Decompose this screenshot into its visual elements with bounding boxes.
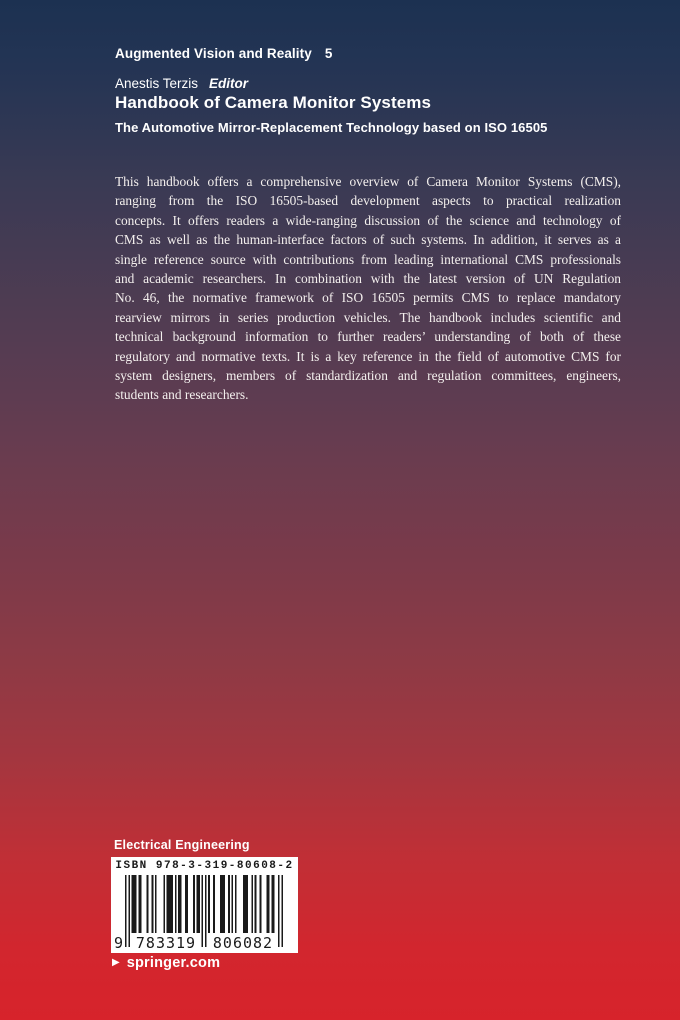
description-line: rearview mirrors in series production vehicles. The handbook includes scientific and [115, 309, 621, 325]
book-description [115, 172, 621, 405]
ean-digit-group: 783319 [135, 934, 197, 952]
subject-category-label: Electrical Engineering [114, 838, 250, 852]
series-volume-number: 5 [324, 46, 333, 61]
description-line: single reference source with contributions from leading international CMS professionals [115, 251, 621, 267]
editor-line [115, 76, 248, 91]
description-line: This handbook offers a comprehensive overview of Camera Monitor Systems (CMS), [115, 174, 621, 189]
isbn-number-label: ISBN 978-3-319-80608-2 [115, 860, 294, 872]
publisher-url: springer.com [126, 955, 221, 971]
ean-digits-row [111, 934, 298, 951]
description-line: regulatory and normative texts. It is a key reference in the field of automotive CMS for [115, 348, 621, 364]
ean-digit-group: 9 [113, 934, 124, 952]
description-line: system designers, members of standardization and regulation committees, engineers, [115, 368, 621, 384]
description-line: and academic researchers. In combination with the latest version of UN Regulation [115, 271, 621, 287]
arrow-right-icon: ▶ [112, 957, 120, 968]
page-title: Handbook of Camera Monitor Systems [115, 93, 432, 112]
description-line: technical background information to further readers’ understanding of both of these [115, 329, 621, 345]
publisher-footer [112, 955, 220, 971]
series-line [115, 46, 332, 61]
editor-name: Anestis Terzis [115, 76, 199, 91]
description-line: ranging from the ISO 16505-based development aspects to practical realization [115, 193, 621, 209]
description-line: students and researchers. [115, 387, 249, 403]
book-subtitle: The Automotive Mirror-Replacement Technology based on ISO 16505 [115, 120, 548, 135]
description-line: concepts. It offers readers a wide-ranging discussion of the science and technology of [115, 212, 621, 228]
isbn-barcode-box [111, 857, 298, 953]
description-line: CMS as well as the human-interface factors of such systems. In addition, it serves as a [115, 232, 621, 248]
editor-role-label: Editor [209, 76, 249, 91]
description-line: No. 46, the normative framework of ISO 16505 permits CMS to replace mandatory [115, 290, 621, 306]
series-title: Augmented Vision and Reality [115, 46, 312, 61]
ean-digit-group: 806082 [212, 934, 274, 952]
